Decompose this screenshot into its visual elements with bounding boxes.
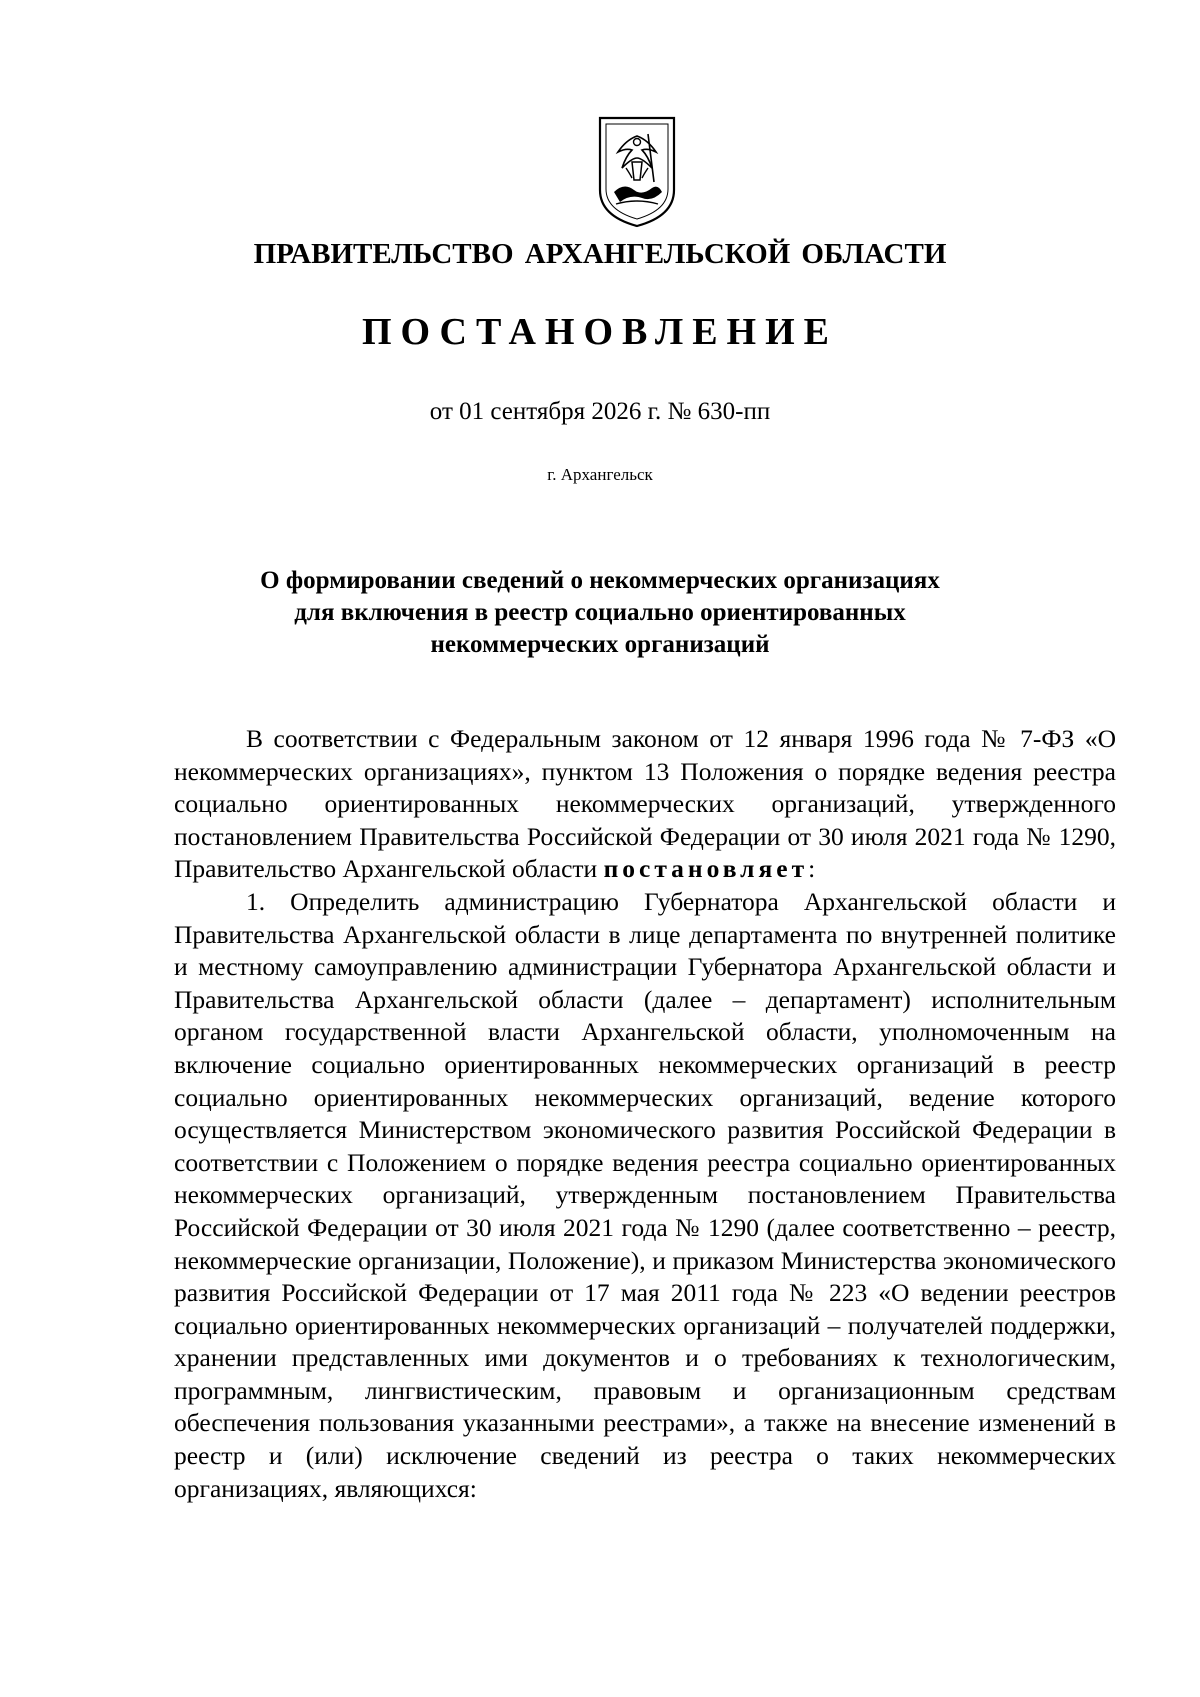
- document-body: [174, 723, 1116, 1505]
- heading-line-2: для включения в реестр социально ориентированных: [294, 599, 906, 626]
- document-type: ПОСТАНОВЛЕНИЕ: [361, 311, 839, 353]
- government-title: ПРАВИТЕЛЬСТВО АРХАНГЕЛЬСКОЙ ОБЛАСТИ: [253, 238, 947, 270]
- preamble-text: В соответствии с Федеральным законом от 12 января 1996 года № 7-ФЗ «О некоммерческих организациях», пунктом 13 Положения о порядке ведения реестра социально ориентированных некоммерческих организаций, утвержденного постановлением Правительства Российской Федерации от 30 июля 2021 года № 1290, Правительство Архангельской области: [174, 724, 1116, 884]
- document-date-number: от 01 сентября 2026 г. № 630-пп: [429, 398, 771, 425]
- preamble-paragraph: [174, 723, 1116, 886]
- document-heading: [160, 565, 1040, 661]
- document-city: г. Архангельск: [547, 465, 653, 484]
- item-1-paragraph: 1. Определить администрацию Губернатора Архангельской области и Правительства Архангельской области в лице департамента по внутренней политике и местному самоуправлению администрации Губернатора Архангельской области и Правительства Архангельской области (далее – департамент) исполнительным органом государственной власти Архангельской области, уполномоченным на включение социально ориентированных некоммерческих организаций в реестр социально ориентированных некоммерческих организаций, ведение которого осуществляется Министерством экономического развития Российской Федерации в соответствии с Положением о порядке ведения реестра социально ориентированных некоммерческих организаций, утвержденным постановлением Правительства Российской Федерации от 30 июля 2021 года № 1290 (далее соответственно – реестр, некоммерческие организации, Положение), и приказом Министерства экономического развития Российской Федерации от 17 мая 2011 года № 223 «О ведении реестров социально ориентированных некоммерческих организаций – получателей поддержки, хранении представленных ими документов и о требованиях к технологическим, программным, лингвистическим, правовым и организационным средствам обеспечения пользования указанными реестрами», а также на внесение изменений в реестр и (или) исключение сведений из реестра о таких некоммерческих организациях, являющихся:: [174, 886, 1116, 1503]
- heading-line-1: О формировании сведений о некоммерческих организациях: [260, 567, 940, 594]
- decrees-colon: :: [808, 854, 816, 884]
- heading-line-3: некоммерческих организаций: [430, 631, 770, 658]
- coat-of-arms-icon: [596, 112, 678, 230]
- decrees-word: постановляет: [603, 854, 809, 884]
